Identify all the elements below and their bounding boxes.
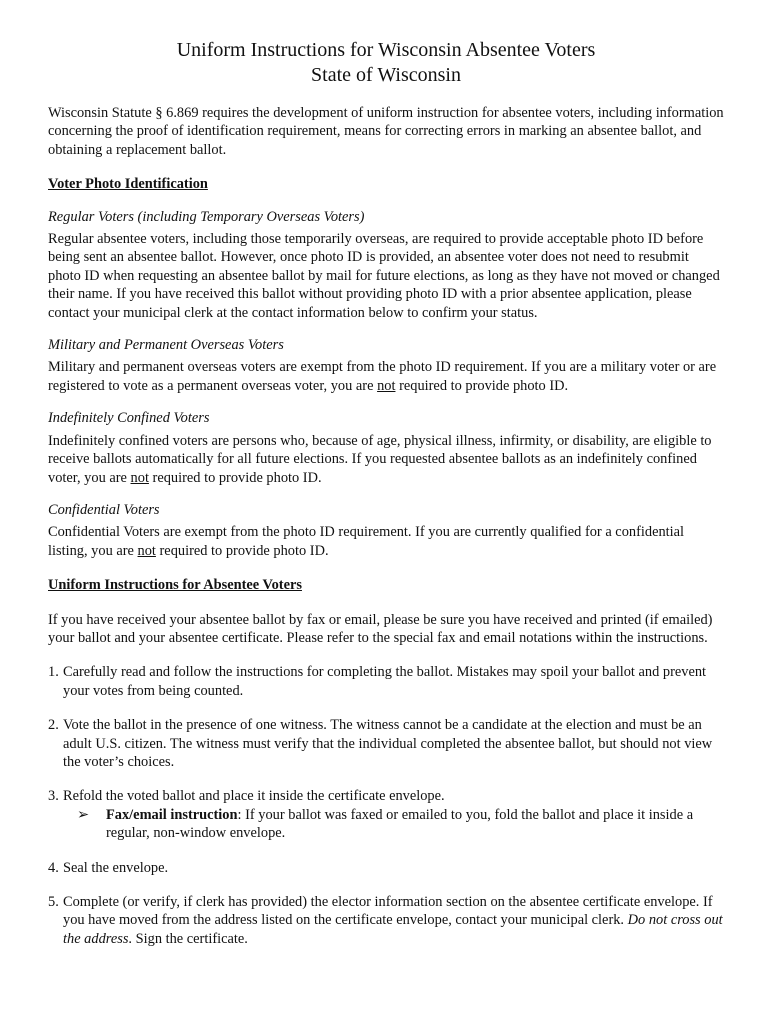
list-item-number: 1. — [48, 664, 59, 681]
list-item-text: Refold the voted ballot and place it inside the certificate envelope. — [63, 788, 445, 805]
subheading-confined-voters: Indefinitely Confined Voters — [48, 410, 210, 427]
fax-email-label: Fax/email instruction — [106, 806, 238, 823]
list-item-number: 5. — [48, 894, 59, 910]
military-not: not — [377, 377, 396, 394]
list-item-italic-text: Do not cross out the address — [63, 912, 723, 947]
list-item-number: 3. — [48, 788, 59, 805]
list-item-text: Complete (or verify, if clerk has provided) the elector information section on the absentee certificate envelope. If you have moved from the address listed on the certificate envelope, contact your municipal clerk. — [63, 894, 713, 929]
confidential-text-end: required to provide photo ID. — [155, 542, 329, 559]
paragraph-military-voters — [48, 358, 724, 395]
military-text-end: required to provide photo ID. — [395, 377, 569, 394]
arrow-bullet-icon: ➢ — [77, 806, 90, 823]
military-text: Military and permanent overseas voters are exempt from the photo ID requirement. If you are a military voter or are registered to vote as a permanent overseas voter, you are — [48, 359, 717, 394]
intro-paragraph: Wisconsin Statute § 6.869 requires the development of uniform instruction for absentee voters, including information concerning the proof of identification requirement, means for correcting errors in marking an absentee ballot, and obtaining a replacement ballot. — [48, 105, 724, 158]
list-item — [48, 663, 724, 700]
paragraph-fax-email-intro: If you have received your absentee ballot by fax or email, please be sure you have received and printed (if emailed) your ballot and your absentee certificate. Please refer to the special fax and email notations within the instructions. — [48, 611, 713, 646]
fax-email-text: : If your ballot was faxed or emailed to you, fold the ballot and place it inside a regular, non-window envelope. — [106, 806, 694, 842]
confidential-text: Confidential Voters are exempt from the photo ID requirement. If you are currently qualified for a confidential listing, you are — [48, 524, 685, 559]
list-item — [48, 716, 724, 771]
title-line-2: State of Wisconsin — [311, 64, 461, 86]
section-heading-photo-id: Voter Photo Identification — [48, 176, 208, 193]
paragraph-confidential-voters — [48, 523, 724, 560]
subheading-confidential-voters: Confidential Voters — [48, 501, 160, 518]
confined-text-end: required to provide photo ID. — [148, 469, 322, 486]
list-item — [48, 859, 724, 877]
subheading-military-voters: Military and Permanent Overseas Voters — [48, 337, 284, 354]
paragraph-regular-voters: Regular absentee voters, including those temporarily overseas, are required to provide acceptable photo ID before being sent an absentee ballot. However, once photo ID is provided, an absentee voter does not need to resubmit photo ID when requesting an absentee ballot by mail for future elections, as long as they have not moved or changed their name. If you have received this ballot without providing photo ID with a prior absentee application, please contact your municipal clerk at the contact information below to confirm your status. — [48, 231, 720, 321]
title-line-1: Uniform Instructions for Wisconsin Absentee Voters — [176, 39, 596, 61]
list-item — [48, 787, 724, 842]
subheading-regular-voters: Regular Voters (including Temporary Overseas Voters) — [48, 208, 365, 225]
list-item — [48, 893, 724, 948]
list-item-number: 4. — [48, 859, 59, 876]
list-item-text: Carefully read and follow the instructions for completing the ballot. Mistakes may spoil your ballot and prevent your votes from being counted. — [63, 664, 707, 699]
list-item-text-end: . Sign the certificate. — [128, 930, 248, 947]
section-heading-uniform-instructions: Uniform Instructions for Absentee Voters — [48, 577, 302, 594]
list-item-text: Seal the envelope. — [63, 859, 169, 876]
list-item-number: 2. — [48, 717, 59, 734]
confidential-not: not — [137, 542, 156, 559]
paragraph-confined-voters — [48, 432, 724, 487]
list-item-text: Vote the ballot in the presence of one witness. The witness cannot be a candidate at the election and must be an adult U.S. citizen. The witness must verify that the individual completed the absentee ballot, but should not view the voter’s choices. — [63, 717, 713, 770]
instruction-list — [48, 663, 724, 948]
confined-not: not — [130, 469, 149, 486]
confined-text: Indefinitely confined voters are persons who, because of age, physical illness, infirmity, or disability, are eligible to receive ballots automatically for all future elections. If you requested absentee ballots as an indefinitely confined voter, you are — [48, 432, 712, 486]
document-title — [48, 38, 724, 88]
fax-email-bullet — [63, 806, 724, 843]
